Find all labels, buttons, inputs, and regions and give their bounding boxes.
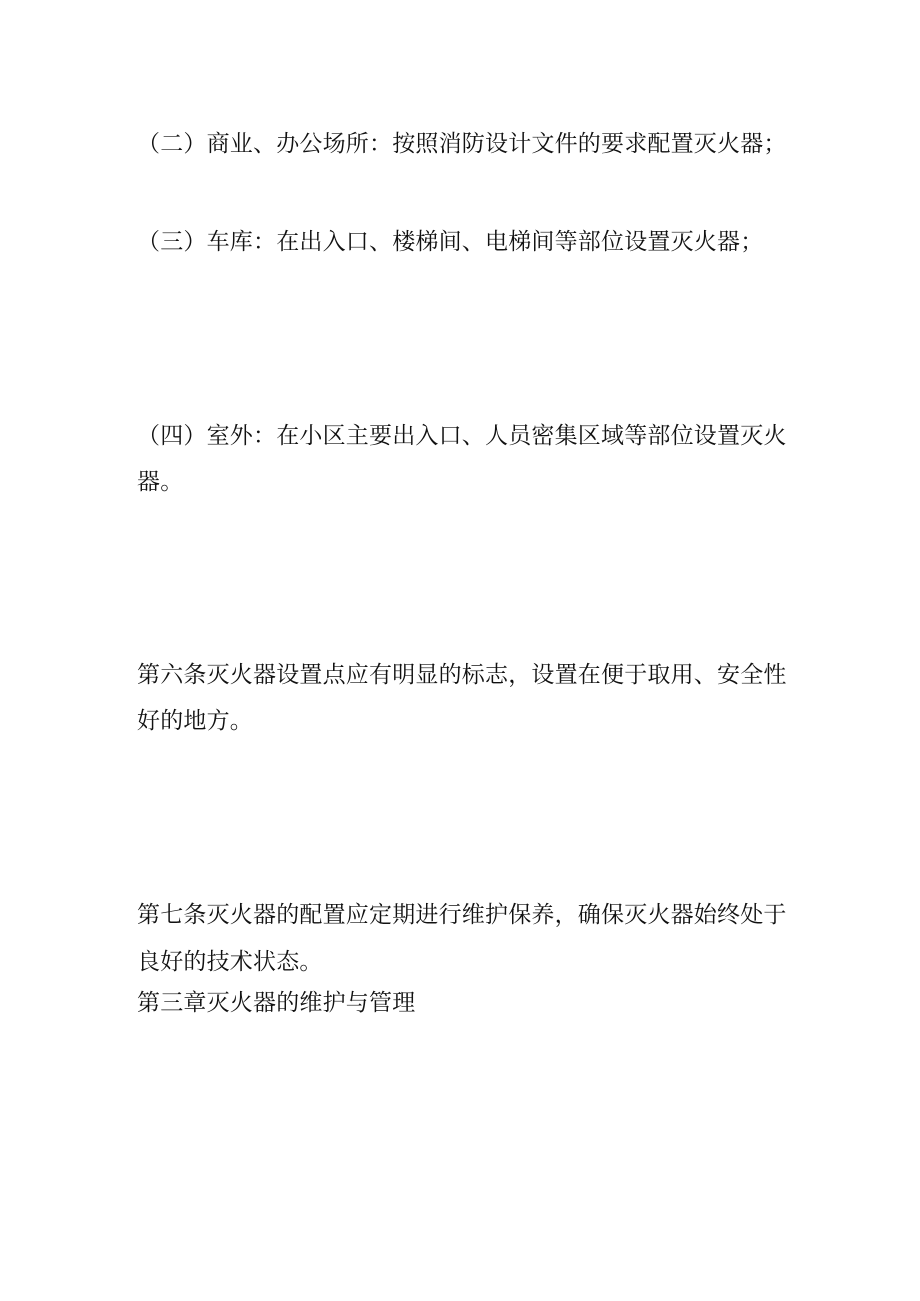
article-seven-line-2: 良好的技术状态。 (137, 949, 323, 975)
chapter-three-heading: 第三章灭火器的维护与管理 (137, 990, 416, 1016)
paragraph-outdoor-line-1: （四）室外：在小区主要出入口、人员密集区域等部位设置灭火 (137, 423, 787, 449)
paragraph-garage: （三）车库：在出入口、楼梯间、电梯间等部位设置灭火器； (137, 229, 764, 255)
article-six-line-1: 第六条灭火器设置点应有明显的标志，设置在便于取用、安全性 (137, 662, 787, 688)
paragraph-outdoor-line-2: 器。 (137, 469, 184, 495)
article-six-line-2: 好的地方。 (137, 708, 253, 734)
paragraph-commercial-office: （二）商业、办公场所：按照消防设计文件的要求配置灭火器； (137, 131, 787, 157)
article-seven-line-1: 第七条灭火器的配置应定期进行维护保养，确保灭火器始终处于 (137, 902, 787, 928)
